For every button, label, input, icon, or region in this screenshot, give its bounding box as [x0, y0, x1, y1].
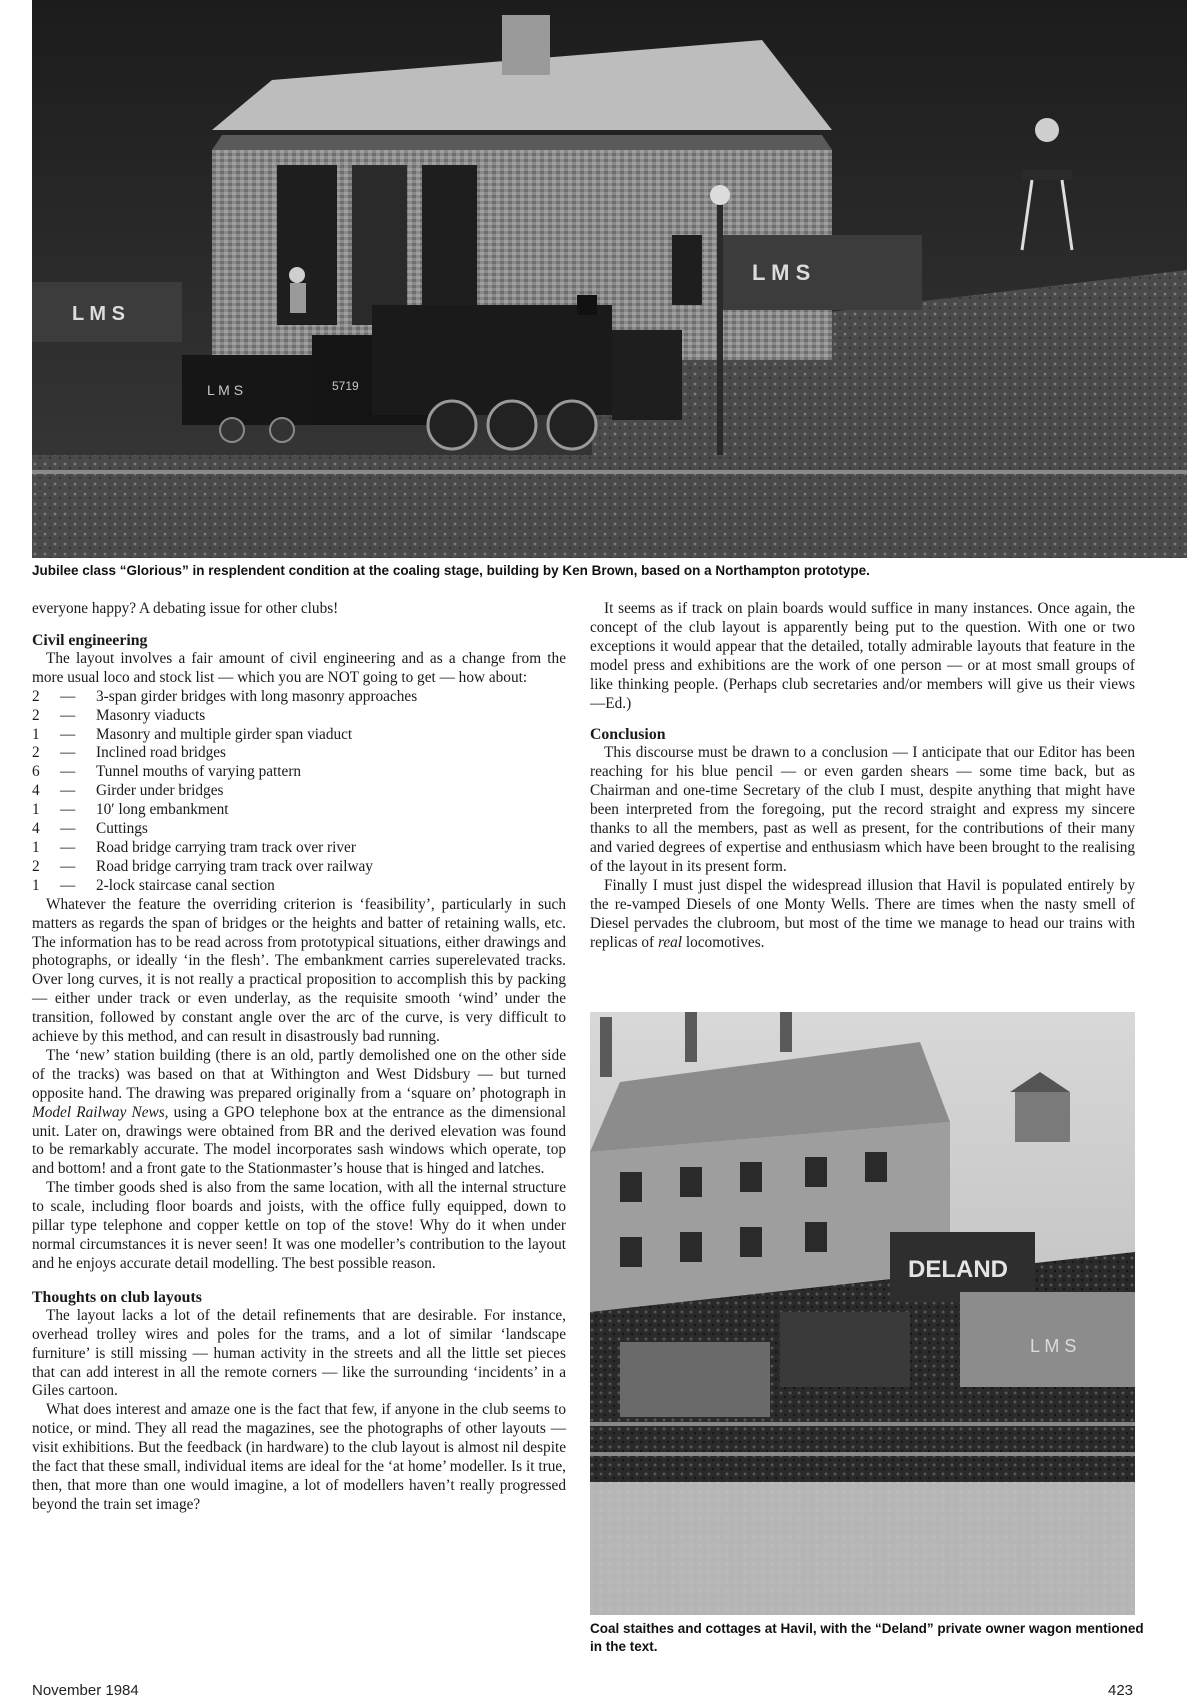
finally-paragraph: [590, 877, 1135, 953]
list-dash: —: [60, 820, 76, 838]
magazine-title: Model Railway News,: [32, 1103, 169, 1121]
list-qty: 2: [32, 857, 40, 875]
thoughts-paragraph: The layout lacks a lot of the detail refinements that are desirable. For instance, overhead trolley wires and poles for the trams, and a lot of similar ‘landscape furniture’ is still missing — human activity in the streets and all the little set pieces that can add interest in all the remote corners — like the surrounding ‘incidents’ in a Giles cartoon.: [32, 1306, 566, 1400]
list-qty: 1: [32, 838, 40, 856]
coal-staithes-illustration: [590, 1012, 1135, 1615]
list-qty: 1: [32, 876, 40, 894]
list-item: [32, 763, 566, 782]
list-item: [32, 839, 566, 858]
list-item: [32, 707, 566, 726]
station-paragraph: [32, 1047, 566, 1179]
amaze-paragraph: What does interest and amaze one is the fact that few, if anyone in the club seems to notice, or mind. They all read the magazines, see the photographs of other layouts — visit exhibitions. But the feedback (in hardware) to the club layout is almost nil despite the fact that these small, individual items are ideal for the ‘at home’ modeller. Is it true, then, that more than one would imagine, a lot of modellers haven’t really progressed beyond the train set image?: [32, 1401, 566, 1513]
list-qty: 1: [32, 801, 40, 819]
tender-lettering: L M S: [207, 382, 244, 398]
conclusion-paragraph: This discourse must be drawn to a conclusion — I anticipate that our Editor has been reaching for his blue pencil — or even garden shears — some time back, but as Chairman and one-time Secretary of the club I must, despite anything that might have been interpreted from the foregoing, put the record straight and express my sincere thanks to all the members, past as well as present, for the contributions of their many and varied degrees of expertise and enthusiasm which have been brought to the realising of the layout in its present form.: [590, 744, 1135, 875]
list-qty: 2: [32, 706, 40, 724]
list-text: Tunnel mouths of varying pattern: [96, 763, 302, 781]
list-text: Cuttings: [96, 820, 148, 838]
list-qty: 6: [32, 763, 40, 781]
list-item: [32, 858, 566, 877]
list-item: [32, 726, 566, 745]
list-text: Inclined road bridges: [96, 744, 226, 762]
list-dash: —: [60, 782, 76, 800]
civil-engineering-list: [32, 688, 566, 896]
list-qty: 2: [32, 744, 40, 762]
heading-conclusion: Conclusion: [590, 726, 666, 744]
goods-shed-paragraph: The timber goods shed is also from the same location, with all the internal structure to scale, including floor boards and joists, with the office fully equipped, down to pillar type telephone and copper kettle on top of the stove! Why do it when under normal circumstances it is never seen! It was one modeller’s contribution to the layout and he enjoys accurate detail modelling. The best possible reason.: [32, 1179, 566, 1272]
list-text: 3-span girder bridges with long masonry approaches: [96, 687, 418, 705]
list-item: [32, 782, 566, 801]
coal-staithes-photo: [590, 1012, 1135, 1615]
italic-real: real: [657, 933, 683, 951]
finally-text-a: Finally I must just dispel the widespread illusion that Havil is populated entirely by the re-vamped Diesels of one Monty Wells. There are times when the nasty smell of Diesel pervades the clubroom, but most of the time we manage to head our trains with replicas of: [590, 876, 1135, 951]
left-column: [32, 600, 566, 1515]
list-text: Girder under bridges: [96, 782, 224, 800]
finally-text-b: locomotives.: [682, 933, 765, 951]
list-qty: 2: [32, 687, 40, 705]
right-wagon-lettering: L M S: [752, 260, 811, 285]
list-text: Road bridge carrying tram track over river: [96, 838, 356, 856]
feasibility-paragraph: Whatever the feature the overriding criterion is ‘feasibility’, particularly in such matters as regards the span of bridges or the heights and batter of retaining walls, etc. The information has to be read across from prototypical situations, either drawings and photographs, or ideally ‘in the flesh’. The embankment carries superelevated tracks. Over long curves, it is not really a practical proposition to accomplish this by packing — either under track or even underlay, as the requisite smooth ‘wind’ under the transition, followed by constant angle over the arc of the curve, is very difficult to achieve by this method, and can result in disastrously bad running.: [32, 895, 566, 1046]
coaling-stage-illustration: [32, 0, 1187, 558]
list-dash: —: [60, 838, 76, 856]
list-item: [32, 820, 566, 839]
track-paragraph: It seems as if track on plain boards would suffice in many instances. Once again, the concept of the club layout is apparently being put to the question. With one or two exceptions it would appear that the detailed, totally admirable layouts that feature in the model press and exhibitions are the work of one person — or at most small groups of like thinking people. (Perhaps club secretaries and/or members will give us their views—Ed.): [590, 600, 1135, 712]
right-column: [590, 600, 1135, 952]
list-dash: —: [60, 801, 76, 819]
list-text: Masonry viaducts: [96, 706, 206, 724]
list-item: [32, 688, 566, 707]
list-dash: —: [60, 706, 76, 724]
list-text: Masonry and multiple girder span viaduct: [96, 725, 353, 743]
van-lettering: L M S: [1030, 1336, 1077, 1356]
page-number: 423: [1108, 1682, 1134, 1699]
issue-date: November 1984: [32, 1682, 139, 1699]
list-text: 2-lock staircase canal section: [96, 876, 275, 894]
coaling-stage-photo: [32, 0, 1187, 558]
intro-paragraph: everyone happy? A debating issue for other clubs!: [32, 600, 339, 617]
list-qty: 4: [32, 820, 40, 838]
list-dash: —: [60, 876, 76, 894]
station-text-a: The ‘new’ station building (there is an old, partly demolished one on the other side of the tracks) was based on that at Withington and West Didsbury — but turned opposite hand. The drawing was prepared originally from a ‘square on’ photograph in: [32, 1046, 566, 1102]
list-item: [32, 801, 566, 820]
list-dash: —: [60, 744, 76, 762]
list-dash: —: [60, 687, 76, 705]
list-dash: —: [60, 763, 76, 781]
loco-number: 5719: [332, 379, 359, 393]
list-qty: 4: [32, 782, 40, 800]
bottom-photo-caption: Coal staithes and cottages at Havil, with the “Deland” private owner wagon mentioned in the text.: [590, 1621, 1144, 1654]
heading-civil-engineering: Civil engineering: [32, 631, 148, 649]
list-dash: —: [60, 857, 76, 875]
heading-thoughts-on-club-layouts: Thoughts on club layouts: [32, 1288, 202, 1306]
list-item: [32, 744, 566, 763]
left-wagon-lettering: L M S: [72, 303, 125, 325]
list-dash: —: [60, 725, 76, 743]
civil-engineering-paragraph: The layout involves a fair amount of civil engineering and as a change from the more usual loco and stock list — which you are NOT going to get — how about:: [32, 649, 566, 686]
list-text: Road bridge carrying tram track over railway: [96, 857, 373, 875]
list-text: 10′ long embankment: [96, 801, 229, 819]
top-photo-caption: Jubilee class “Glorious” in resplendent condition at the coaling stage, building by Ken Brown, based on a Northampton prototype.: [32, 563, 870, 578]
list-item: [32, 877, 566, 896]
station-text-b: using a GPO telephone box at the entrance as the dimensional unit. Later on, drawings were obtained from BR and the derived elevation was found to be remarkably accurate. The model incorporates sash windows which operate, top and bottom! and a front gate to the Stationmaster’s house that is hinged and latches.: [32, 1103, 566, 1178]
deland-wagon-lettering: DELAND: [908, 1256, 1008, 1283]
list-qty: 1: [32, 725, 40, 743]
